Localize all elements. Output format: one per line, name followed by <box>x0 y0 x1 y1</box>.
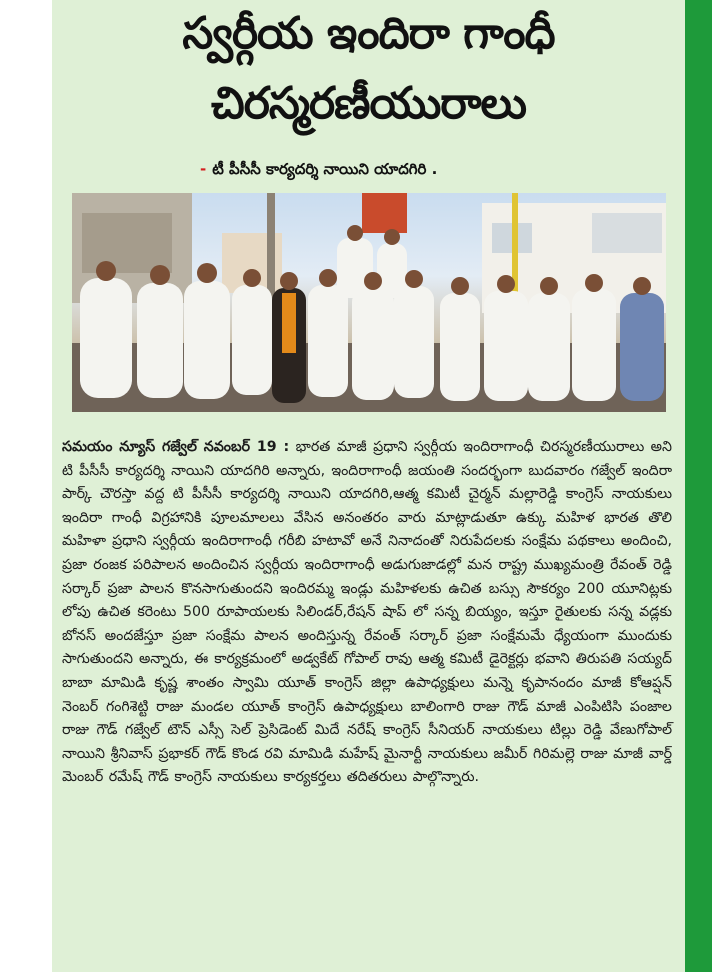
byline <box>200 160 580 182</box>
news-photo <box>72 193 666 412</box>
group-photo-illustration <box>72 193 666 412</box>
green-side-bar <box>685 0 712 972</box>
headline-line-1: స్వర్గీయ ఇందిరా గాంధీ <box>182 8 555 59</box>
headline-line-2: చిరస్మరణీయురాలు <box>211 78 526 129</box>
article-dateline: సమయం న్యూస్ గజ్వేల్ నవంబర్ 19 : <box>62 439 290 455</box>
byline-dash: - <box>200 160 207 178</box>
article-body <box>62 436 672 790</box>
byline-text: టీ పీసీసీ కార్యదర్శి నాయిని యాదగిరి . <box>212 160 438 178</box>
page-margin <box>0 0 52 972</box>
article-text: భారత మాజీ ప్రధాని స్వర్గీయ ఇందిరాగాంధీ చిరస్మరణీయురాలు అని టి పీసీసీ కార్యదర్శి నాయిని యాదగిరి అన్నారు, ఇందిరాగాంధీ జయంతి సందర్భంగా బుదవారం గజ్వేల్ ఇందిరా పార్క్ చౌరస్తా వద్ద టి పీసీసీ కార్యదర్శి నాయిని యాదగిరి,ఆత్మ కమిటీ చైర్మన్ మల్లారెడ్డి కాంగ్రెస్ నాయకులు ఇందిరా గాంధీ విగ్రహానికి పూలమాలలు వేసిన అనంతరం వారు మాట్లాడుతూ ఉక్కు మహిళ భారత తొలి మహిళా ప్రధాని స్వర్గీయ ఇందిరాగాంధీ గరీబి హటావో అనే నినాదంతో నిరుపేదలకు సంక్షేమ పథకాలు అందించి, ప్రజా రంజక పరిపాలన అందించిన స్వర్గీయ ఇందిరాగాంధీ అడుగుజాడల్లో మన రాష్ట్ర ముఖ్యమంత్రి రేవంత్ రెడ్డి సర్కార్ ప్రజా పాలన కొనసాగుతుందని ఇందిరమ్మ ఇండ్లు మహిళలకు ఉచిత బస్సు సౌకర్యం 200 యూనిట్లకు లోపు ఉచిత కరెంటు 500 రూపాయలకు సిలిండర్,రేషన్ షాప్ లో సన్న బియ్యం, ఇస్తూ రైతులకు సన్న వడ్లకు బోనస్ అందజేస్తూ ప్రజా సంక్షేమ పాలన అందిస్తున్న రేవంత్ సర్కార్ ప్రజా సంక్షేమమే ధ్యేయంగా ముందుకు సాగుతుందని అన్నారు, ఈ కార్యక్రమంలో అడ్వకేట్ గోపాల్ రావు ఆత్మ కమిటీ డైరెక్టర్లు భవాని తిరుపతి సయ్యద్ బాబా మామిడి కృష్ణ శాంతం స్వామి యూత్ కాంగ్రెస్ జిల్లా ఉపాధ్యక్షులు మన్నె కృపానందం మాజీ కోఆప్షన్ నెంబర్ గంగిశెట్టి రాజు మండల యూత్ కాంగ్రెస్ ఉపాధ్యక్షులు బాలింగారి రాజు గౌడ్ మాజీ ఎంపిటిసి పంజాల రాజు గౌడ్ గజ్వేల్ టౌన్ ఎస్సీ సెల్ ప్రెసిడెంట్ మిదే నరేష్ కాంగ్రెస్ సీనియర్ నాయకులు టిల్లు రెడ్డి వేణుగోపాల్ నాయిని శ్రీనివాస్ ప్రభాకర్ గౌడ్ కొండ రవి మామిడి మహేష్ మైనార్టీ నాయకులు జమీర్ గిరిమల్లె రాజు మాజీ వార్డ్ మెంబర్ రమేష్ గౌడ్ కాంగ్రెస్ నాయకులు కార్యకర్తలు తదితరులు పాల్గొన్నారు. <box>62 439 673 786</box>
